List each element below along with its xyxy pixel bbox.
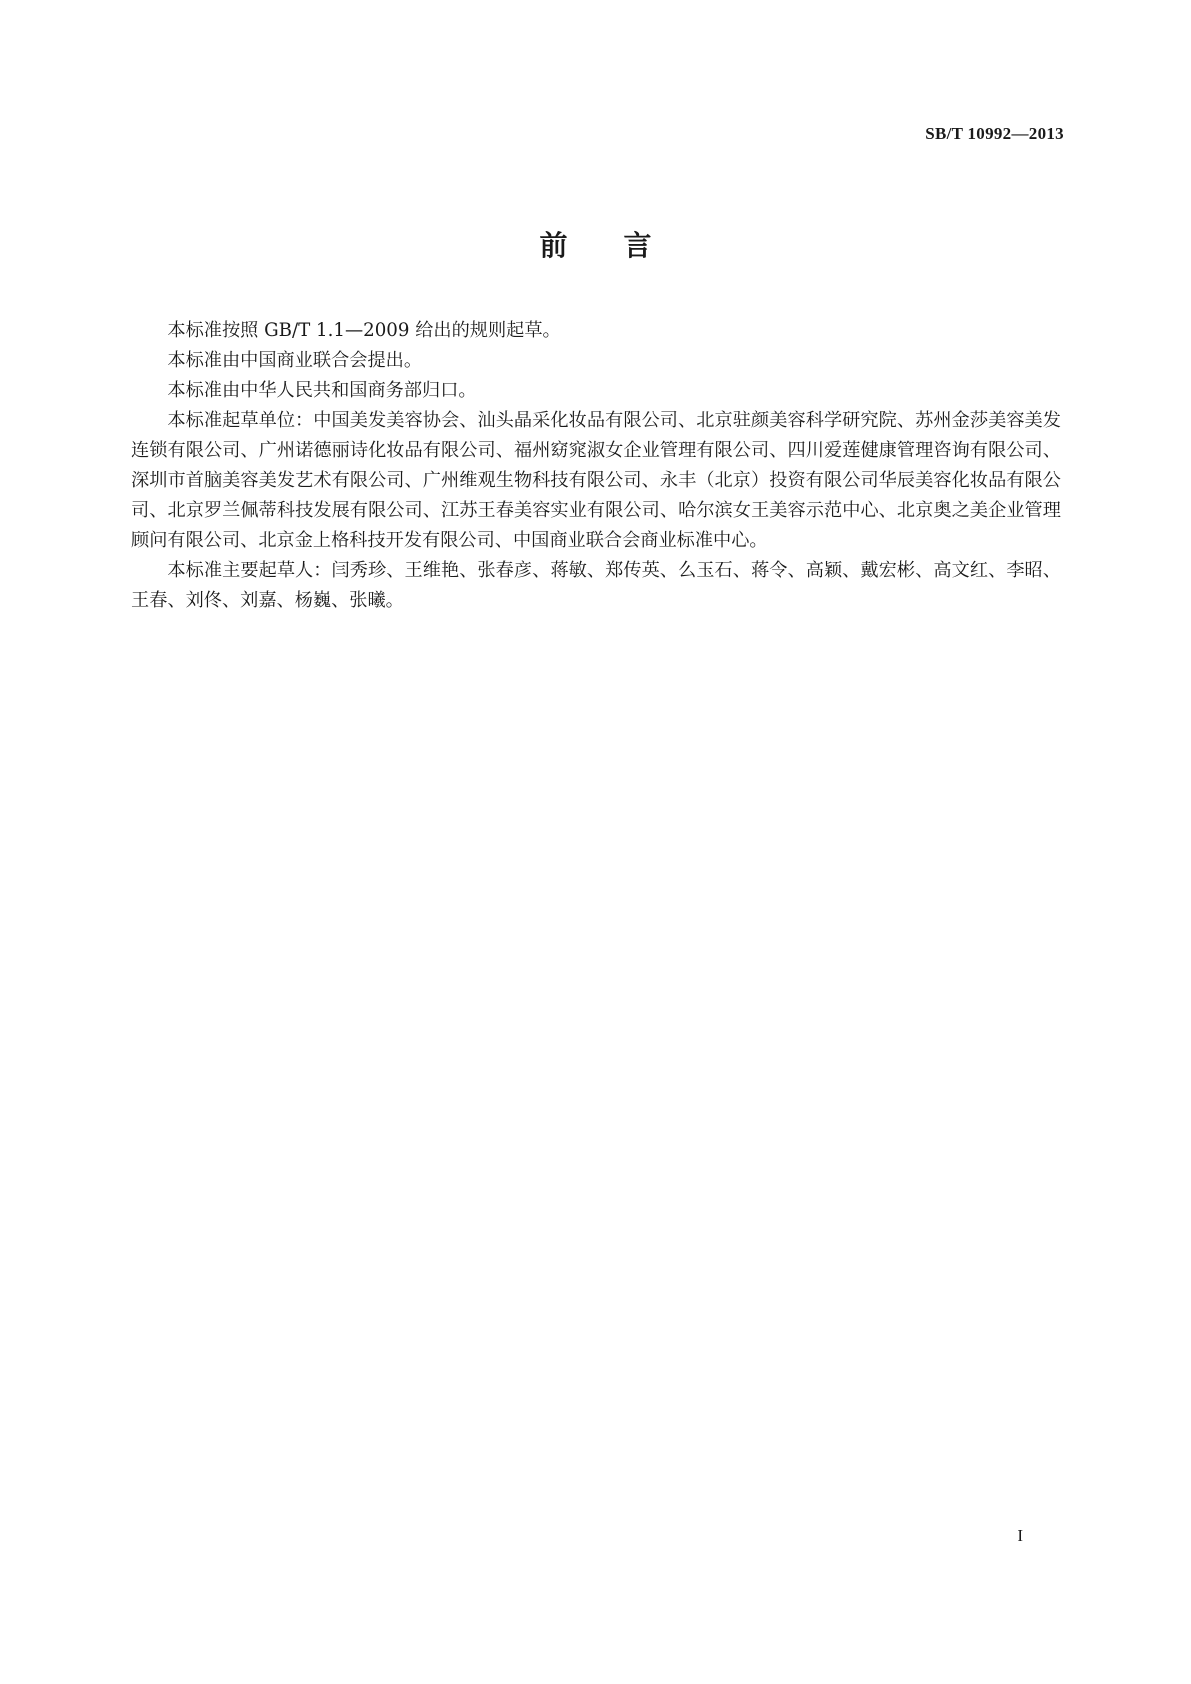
page-number: I <box>1017 1526 1023 1545</box>
page-title: 前言 <box>539 229 708 262</box>
paragraph-proposer: 本标准由中国商业联合会提出。 <box>167 350 423 371</box>
paragraph-drafting-units: 本标准起草单位：中国美发美容协会、汕头晶采化妆品有限公司、北京驻颜美容科学研究院、苏州金莎美容美发连锁有限公司、广州诺德丽诗化妆品有限公司、福州窈窕淑女企业管理有限公司、四川爱莲健康管理咨询有限公司、深圳市首脑美容美发艺术有限公司、广州维观生物科技有限公司、永丰（北京）投资有限公司华辰美容化妆品有限公司、北京罗兰佩蒂科技发展有限公司、江苏王春美容实业有限公司、哈尔滨女王美容示范中心、北京奥之美企业管理顾问有限公司、北京金上格科技开发有限公司、中国商业联合会商业标准中心。 <box>131 410 1061 551</box>
paragraph-administrator: 本标准由中华人民共和国商务部归口。 <box>167 380 477 401</box>
paragraph-drafting-rules: 本标准按照 GB/T 1.1—2009 给出的规则起草。 <box>167 320 561 341</box>
foreword-body <box>131 316 1061 616</box>
document-code: SB/T 10992—2013 <box>925 124 1064 143</box>
paragraph-drafters: 本标准主要起草人：闫秀珍、王维艳、张春彦、蒋敏、郑传英、么玉石、蒋令、高颖、戴宏彬、高文红、李昭、王春、刘佟、刘嘉、杨巍、张曦。 <box>131 560 1061 611</box>
